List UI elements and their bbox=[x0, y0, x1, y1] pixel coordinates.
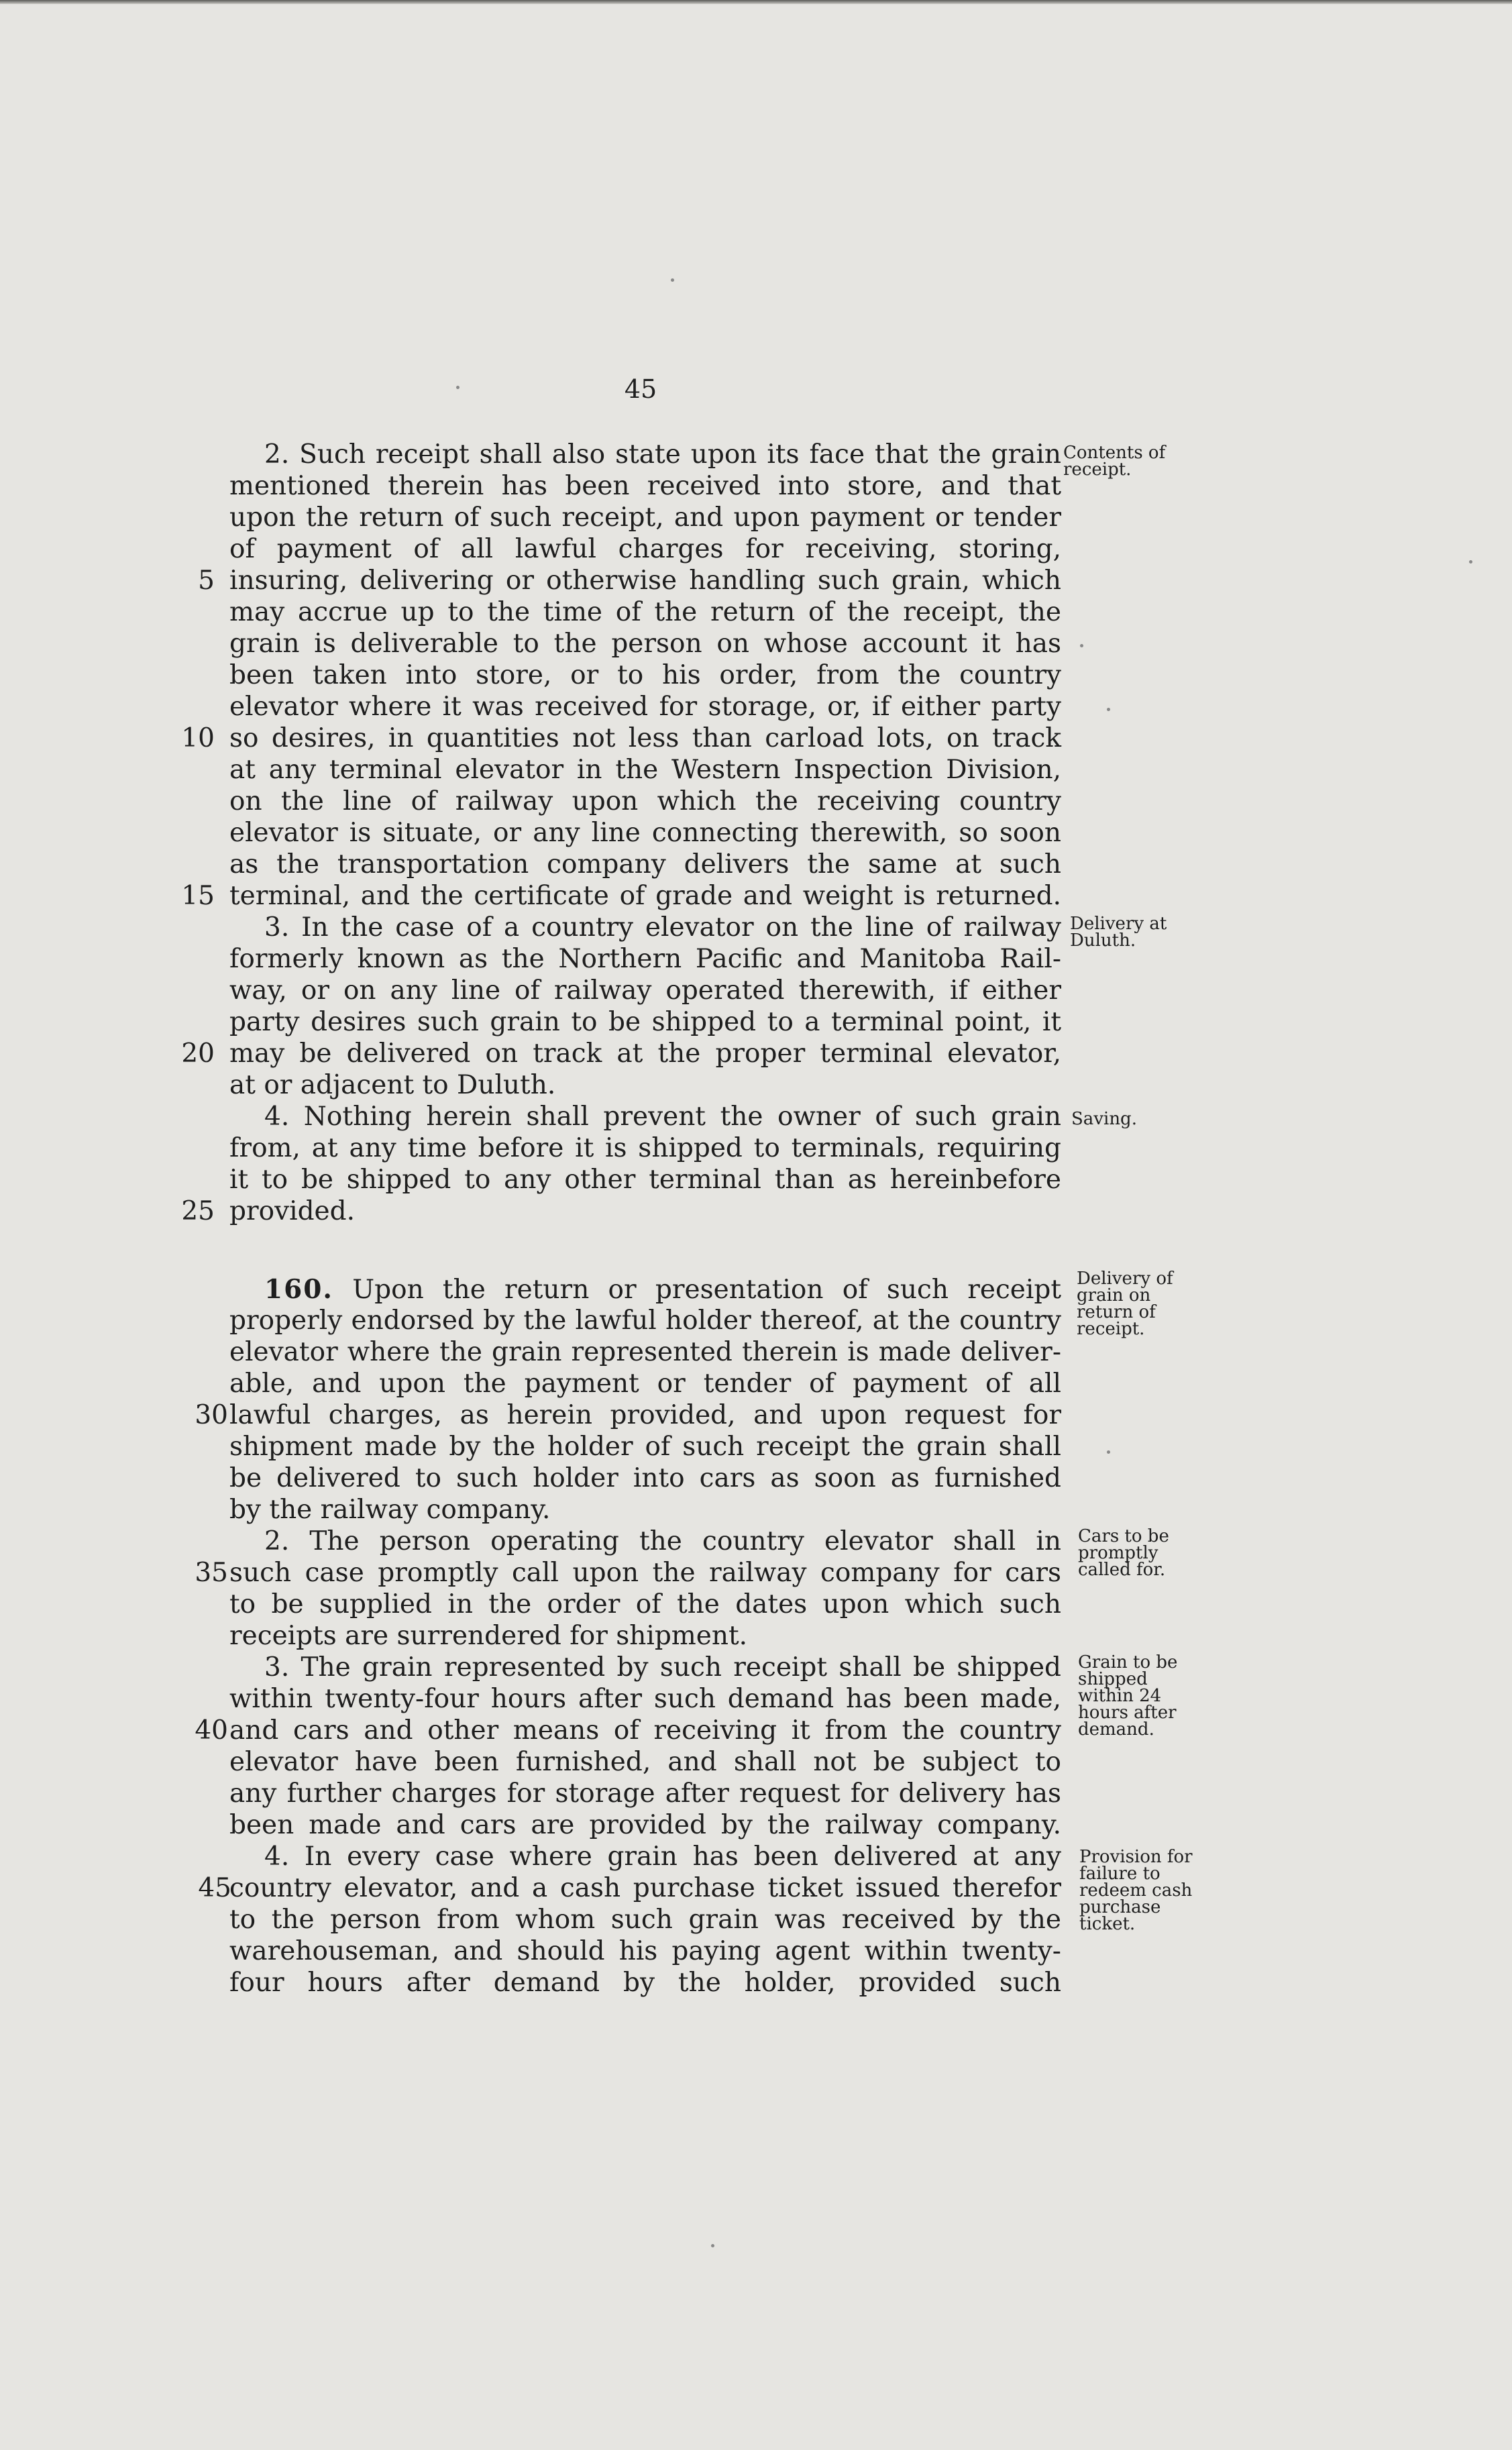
body-line: elevator is situate, or any line connecting therewith, so soon bbox=[229, 818, 1061, 848]
body-line: elevator where it was received for storage, or, if either party bbox=[229, 692, 1061, 722]
body-line: country elevator, and a cash purchase ticket issued therefor bbox=[229, 1873, 1061, 1903]
body-line: may accrue up to the time of the return of the receipt, the bbox=[229, 597, 1061, 627]
body-line: of payment of all lawful charges for receiving, storing, bbox=[229, 534, 1061, 564]
body-line: receipts are surrendered for shipment. bbox=[229, 1621, 748, 1651]
body-line: so desires, in quantities not less than carload lots, on track bbox=[229, 723, 1061, 753]
body-line: 4. Nothing herein shall prevent the owner of such grain bbox=[264, 1102, 1061, 1132]
body-line: as the transportation company delivers the same at such bbox=[229, 849, 1061, 880]
page-edge-shadow bbox=[0, 0, 1512, 4]
margin-note: Delivery of grain on return of receipt. bbox=[1077, 1269, 1173, 1339]
body-line: at any terminal elevator in the Western Inspection Division, bbox=[229, 755, 1061, 785]
body-line: any further charges for storage after request for delivery has bbox=[229, 1778, 1061, 1809]
body-line: mentioned therein has been received into store, and that bbox=[229, 471, 1061, 501]
section-first-line bbox=[229, 1274, 1061, 1306]
body-line: shipment made by the holder of such receipt the grain shall bbox=[229, 1432, 1061, 1462]
body-line: by the railway company. bbox=[229, 1495, 551, 1525]
body-line: within twenty-four hours after such demand has been made, bbox=[229, 1684, 1061, 1714]
body-line: such case promptly call upon the railway company for cars bbox=[229, 1558, 1061, 1588]
body-line: upon the return of such receipt, and upon payment or tender bbox=[229, 502, 1061, 533]
body-line: may be delivered on track at the proper terminal elevator, bbox=[229, 1038, 1061, 1069]
body-line: Upon the return or presentation of such receipt bbox=[352, 1275, 1061, 1305]
body-line: terminal, and the certificate of grade and weight is returned. bbox=[229, 881, 1061, 911]
body-line: from, at any time before it is shipped to terminals, requiring bbox=[229, 1133, 1061, 1163]
body-line: and cars and other means of receiving it from the country bbox=[229, 1715, 1061, 1746]
body-line: able, and upon the payment or tender of payment of all bbox=[229, 1369, 1061, 1399]
line-number: 15 bbox=[181, 881, 215, 911]
paper-speck bbox=[1107, 1450, 1110, 1454]
body-line: 3. In the case of a country elevator on the line of railway bbox=[264, 912, 1061, 943]
line-number: 40 bbox=[195, 1715, 228, 1746]
line-number: 45 bbox=[198, 1873, 231, 1903]
paper-speck bbox=[1080, 644, 1083, 647]
line-number: 20 bbox=[181, 1038, 215, 1069]
body-line: it to be shipped to any other terminal than as hereinbefore bbox=[229, 1165, 1061, 1195]
line-number: 10 bbox=[181, 723, 215, 753]
body-line: way, or on any line of railway operated therewith, if either bbox=[229, 975, 1061, 1006]
page-number: 45 bbox=[624, 374, 657, 404]
body-line: 2. The person operating the country elevator shall in bbox=[264, 1526, 1061, 1556]
section-number: 160. bbox=[264, 1274, 333, 1305]
margin-note: Delivery at Duluth. bbox=[1070, 914, 1167, 951]
line-number: 35 bbox=[195, 1558, 228, 1588]
body-line: on the line of railway upon which the receiving country bbox=[229, 786, 1061, 816]
line-number: 25 bbox=[181, 1196, 215, 1226]
margin-note: Saving. bbox=[1071, 1109, 1137, 1129]
body-line: to the person from whom such grain was received by the bbox=[229, 1905, 1061, 1935]
body-line: been taken into store, or to his order, from the country bbox=[229, 660, 1061, 690]
paper-speck bbox=[1469, 560, 1472, 564]
body-line: provided. bbox=[229, 1196, 356, 1226]
body-line: 4. In every case where grain has been delivered at any bbox=[264, 1842, 1061, 1872]
line-number: 30 bbox=[195, 1400, 228, 1430]
body-line: formerly known as the Northern Pacific and Manitoba Rail- bbox=[229, 944, 1061, 974]
paper-speck bbox=[711, 2244, 714, 2247]
paper-speck bbox=[671, 278, 674, 282]
body-line: warehouseman, and should his paying agent within twenty- bbox=[229, 1936, 1061, 1966]
margin-note: Provision for failure to redeem cash purchase ticket. bbox=[1079, 1847, 1193, 1934]
body-line: insuring, delivering or otherwise handling such grain, which bbox=[229, 566, 1061, 596]
body-line: party desires such grain to be shipped to a terminal point, it bbox=[229, 1007, 1061, 1037]
line-number: 5 bbox=[198, 566, 215, 596]
paper-speck bbox=[456, 386, 460, 389]
body-line: grain is deliverable to the person on whose account it has bbox=[229, 629, 1061, 659]
body-line: 2. Such receipt shall also state upon its face that the grain bbox=[264, 439, 1061, 470]
body-line: be delivered to such holder into cars as soon as furnished bbox=[229, 1463, 1061, 1493]
body-line: been made and cars are provided by the railway company. bbox=[229, 1810, 1061, 1840]
body-line: elevator have been furnished, and shall not be subject to bbox=[229, 1747, 1061, 1777]
margin-note: Cars to be promptly called for. bbox=[1078, 1526, 1169, 1580]
margin-note: Contents of receipt. bbox=[1063, 443, 1166, 480]
body-line: four hours after demand by the holder, provided such bbox=[229, 1968, 1061, 1998]
body-line: 3. The grain represented by such receipt shall be shipped bbox=[264, 1652, 1061, 1683]
body-line: at or adjacent to Duluth. bbox=[229, 1070, 556, 1100]
body-line: properly endorsed by the lawful holder thereof, at the country bbox=[229, 1306, 1061, 1336]
body-line: to be supplied in the order of the dates upon which such bbox=[229, 1589, 1061, 1619]
margin-note: Grain to be shipped within 24 hours after demand. bbox=[1078, 1652, 1178, 1740]
body-line: elevator where the grain represented therein is made deliver- bbox=[229, 1337, 1061, 1367]
paper-speck bbox=[1107, 708, 1110, 711]
body-line: lawful charges, as herein provided, and upon request for bbox=[229, 1400, 1061, 1430]
